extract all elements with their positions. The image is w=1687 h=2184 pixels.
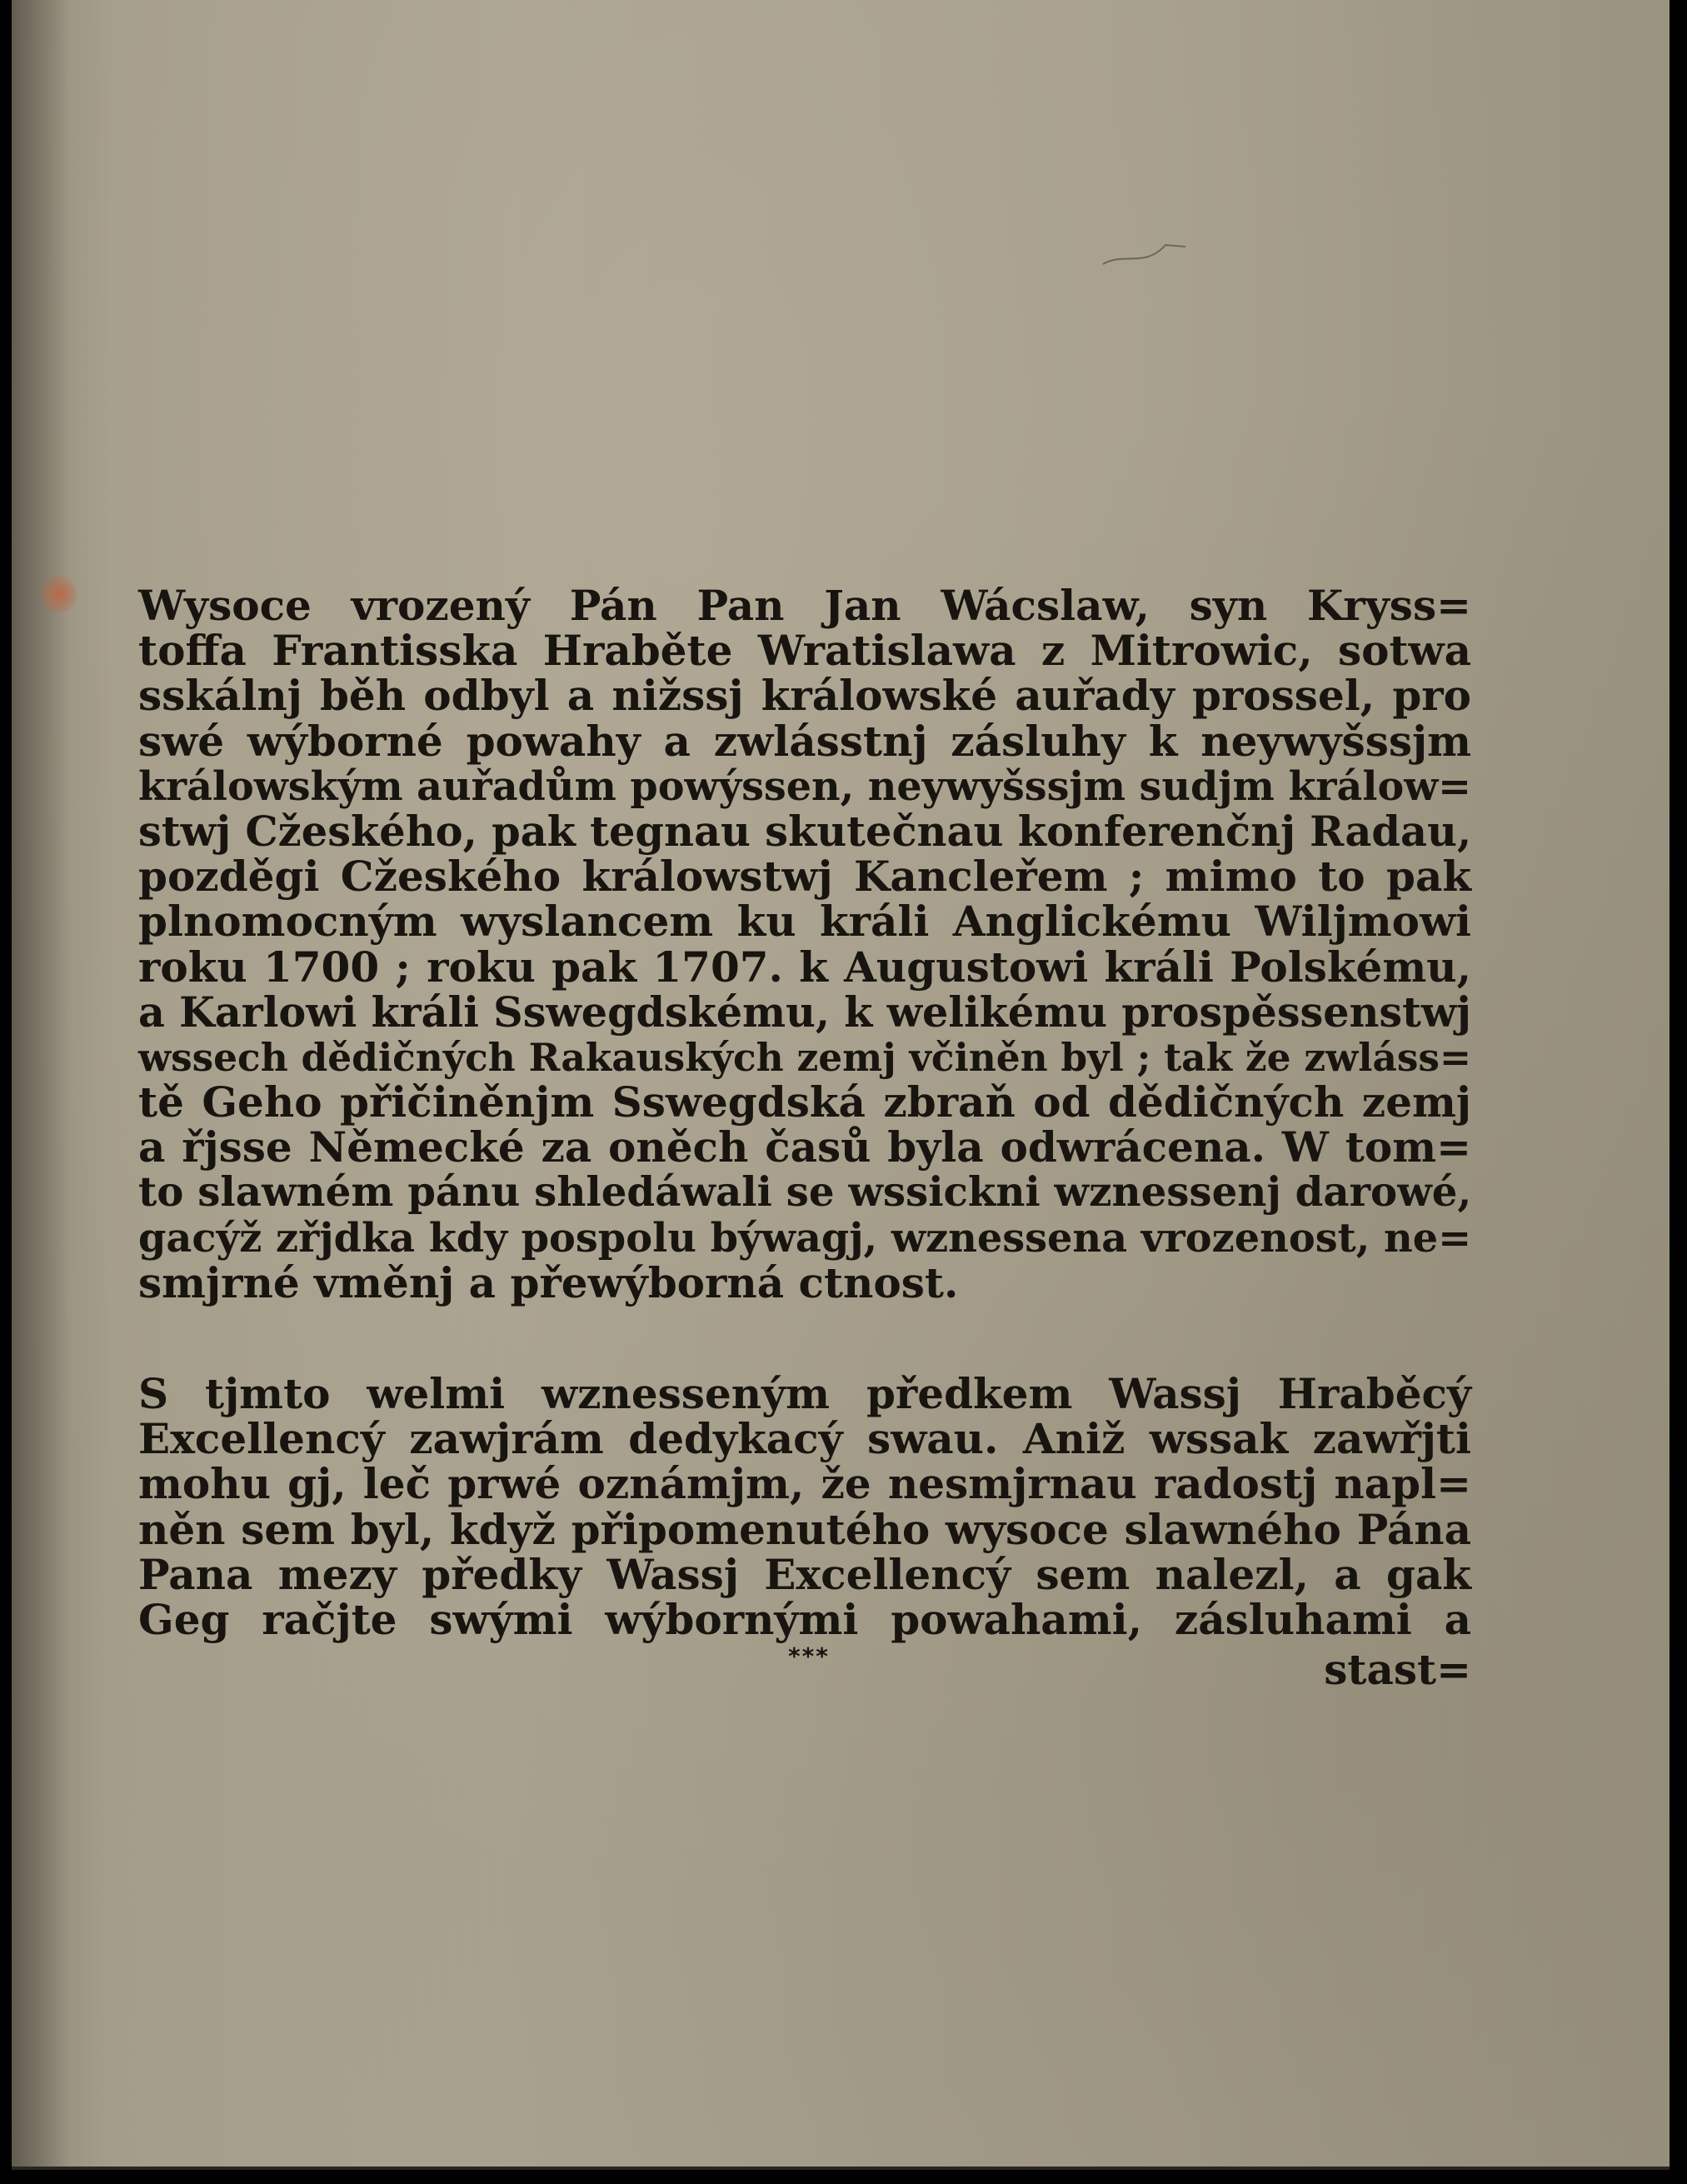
text-line: roku 1700 ; roku pak 1707. k Augustowi králi Polskému, (138, 942, 1471, 992)
text-line: Excellencý zawjrám dedykacý swau. Aniž wssak zawřjti (138, 1414, 1471, 1464)
paragraph-2 (138, 1369, 1471, 1644)
pencil-mark (1099, 235, 1190, 277)
signature-mark: *** (788, 1642, 830, 1671)
paragraph-gap (138, 1306, 1471, 1372)
text-line: mohu gj, leč prwé oznámjm, že nesmjrnau radostj napl= (138, 1459, 1471, 1509)
text-line: gacýž zřjdka kdy pospolu býwagj, wznessena vrozenost, ne= (138, 1214, 1472, 1262)
spine-shadow (12, 0, 70, 2167)
text-line: to slawném pánu shledáwali se wssickni wznessenj darowé, (138, 1169, 1472, 1217)
paragraph-1 (138, 583, 1471, 1306)
text-line: Pana mezy předky Wassj Excellencý sem nalezl, a gak (138, 1549, 1471, 1599)
text-line: tě Geho přičiněnjm Sswegdská zbraň od dědičných zemj (138, 1077, 1471, 1127)
text-line: Wysoce vrozený Pán Pan Jan Wácslaw, syn Kryss= (138, 581, 1471, 630)
text-line: sskálnj běh odbyl a nižssj králowské auřady prossel, pro (138, 671, 1471, 721)
book-page (12, 0, 1670, 2170)
text-line: toffa Frantisska Hraběte Wratislawa z Mitrowic, sotwa (138, 626, 1471, 676)
body-text (138, 581, 1472, 1695)
text-line: S tjmto welmi wznesseným předkem Wassj Hraběcý (138, 1369, 1471, 1418)
text-line: smjrné vměnj a přewýborná ctnost. (138, 1257, 959, 1307)
catchword: stast= (1324, 1645, 1471, 1695)
text-line: něn sem byl, když připomenutého wysoce slawného Pána (138, 1504, 1471, 1554)
text-line: Geg račjte swými wýbornými powahami, zásluhami a (138, 1594, 1471, 1644)
ink-stain (42, 575, 77, 613)
text-line: a řjsse Německé za oněch časů byla odwrácena. W tom= (138, 1122, 1471, 1172)
text-line: wssech dědičných Rakauských zemj včiněn byl ; tak že zwláss= (138, 1034, 1471, 1080)
text-line: a Karlowi králi Sswegdskému, k welikému prospěssenstwj (138, 987, 1471, 1037)
text-line: plnomocným wyslancem ku králi Anglickému Wiljmowi (138, 897, 1471, 947)
text-line: swé wýborné powahy a zwlásstnj zásluhy k neywyšssjm (138, 716, 1471, 766)
text-line: pozděgi Cžeského králowstwj Kanclеřem ; mimo to pak (138, 852, 1471, 902)
page-footer (138, 1642, 1471, 1695)
text-line: králowským auřadům powýssen, neywyšssjm sudjm králow= (138, 762, 1472, 810)
text-line: stwj Cžeského, pak tegnau skutečnau konferenčnj Radau, (138, 807, 1472, 856)
